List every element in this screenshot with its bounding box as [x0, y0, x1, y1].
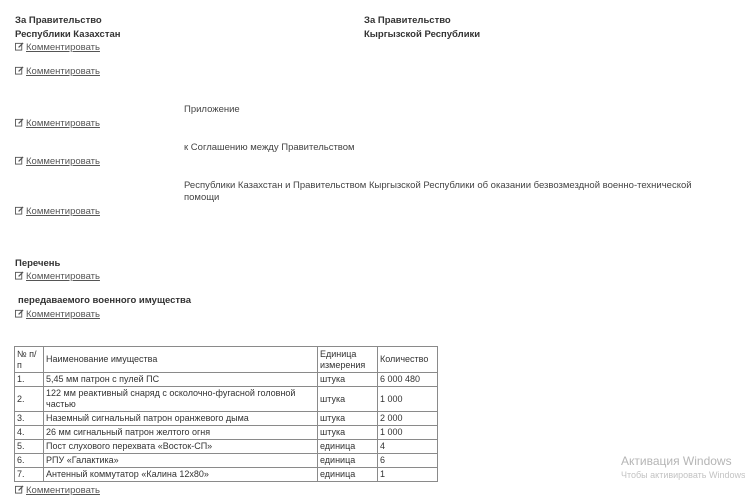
table-row [15, 454, 438, 468]
comment-link[interactable] [15, 42, 100, 53]
appendix-title: Приложение [184, 104, 240, 115]
cell-quantity: 4 [378, 440, 438, 454]
comment-label: Комментировать [26, 66, 100, 77]
edit-icon [15, 309, 24, 318]
header-unit: Единица измерения [318, 347, 378, 373]
list-heading: Перечень [15, 258, 61, 269]
cell-quantity: 1 000 [378, 426, 438, 440]
activation-watermark-subtitle: Чтобы активировать Windows [621, 470, 745, 480]
edit-icon [15, 271, 24, 280]
table-row [15, 373, 438, 387]
cell-unit: единица [318, 468, 378, 482]
edit-icon [15, 42, 24, 51]
signature-left-line1: За Правительство [15, 15, 102, 26]
cell-name: РПУ «Галактика» [44, 454, 318, 468]
comment-label: Комментировать [26, 309, 100, 320]
comment-label: Комментировать [26, 206, 100, 217]
cell-number: 5. [15, 440, 44, 454]
header-quantity: Количество [378, 347, 438, 373]
cell-name: 5,45 мм патрон с пулей ПС [44, 373, 318, 387]
cell-quantity: 2 000 [378, 412, 438, 426]
signature-right [364, 14, 480, 42]
cell-unit: единица [318, 440, 378, 454]
cell-name: 122 мм реактивный снаряд с осколочно-фугасной головной частью [44, 387, 318, 412]
cell-number: 2. [15, 387, 44, 412]
edit-icon [15, 485, 24, 494]
cell-number: 6. [15, 454, 44, 468]
edit-icon [15, 206, 24, 215]
cell-quantity: 1 [378, 468, 438, 482]
cell-name: 26 мм сигнальный патрон желтого огня [44, 426, 318, 440]
cell-number: 7. [15, 468, 44, 482]
cell-unit: штука [318, 412, 378, 426]
edit-icon [15, 118, 24, 127]
appendix-line3: Республики Казахстан и Правительством Кыргызской Республики об оказании безвозмездной военно-технической помощи [184, 180, 692, 203]
list-subheading: передаваемого военного имущества [18, 295, 192, 306]
comment-label: Комментировать [26, 42, 100, 53]
signature-right-line2: Кыргызской Республики [364, 29, 481, 40]
cell-unit: штука [318, 373, 378, 387]
comment-link[interactable] [15, 66, 100, 77]
cell-number: 1. [15, 373, 44, 387]
cell-number: 4. [15, 426, 44, 440]
table-header-row [15, 347, 438, 373]
cell-name: Антенный коммутатор «Калина 12х80» [44, 468, 318, 482]
header-name: Наименование имущества [44, 347, 318, 373]
table-row [15, 412, 438, 426]
signature-left [15, 14, 121, 42]
comment-link[interactable] [15, 309, 100, 320]
cell-name: Наземный сигнальный патрон оранжевого дыма [44, 412, 318, 426]
cell-name: Пост слухового перехвата «Восток-СП» [44, 440, 318, 454]
edit-icon [15, 66, 24, 75]
property-table [14, 346, 438, 482]
table-row [15, 468, 438, 482]
appendix-line2: к Соглашению между Правительством [184, 142, 355, 153]
signature-right-line1: За Правительство [364, 15, 451, 26]
comment-link[interactable] [15, 206, 100, 217]
comment-label: Комментировать [26, 118, 100, 129]
comment-label: Комментировать [26, 156, 100, 167]
table-row [15, 387, 438, 412]
comment-link[interactable] [15, 156, 100, 167]
comment-link[interactable] [15, 118, 100, 129]
cell-quantity: 6 [378, 454, 438, 468]
cell-quantity: 6 000 480 [378, 373, 438, 387]
cell-number: 3. [15, 412, 44, 426]
cell-unit: штука [318, 426, 378, 440]
table-row [15, 440, 438, 454]
cell-unit: штука [318, 387, 378, 412]
table-row [15, 426, 438, 440]
comment-link[interactable] [15, 271, 100, 282]
header-number: № п/п [15, 347, 44, 373]
comment-link[interactable] [15, 485, 100, 496]
activation-watermark-title: Активация Windows [621, 454, 732, 468]
comment-label: Комментировать [26, 271, 100, 282]
edit-icon [15, 156, 24, 165]
signature-left-line2: Республики Казахстан [15, 29, 121, 40]
comment-label: Комментировать [26, 485, 100, 496]
cell-unit: единица [318, 454, 378, 468]
cell-quantity: 1 000 [378, 387, 438, 412]
